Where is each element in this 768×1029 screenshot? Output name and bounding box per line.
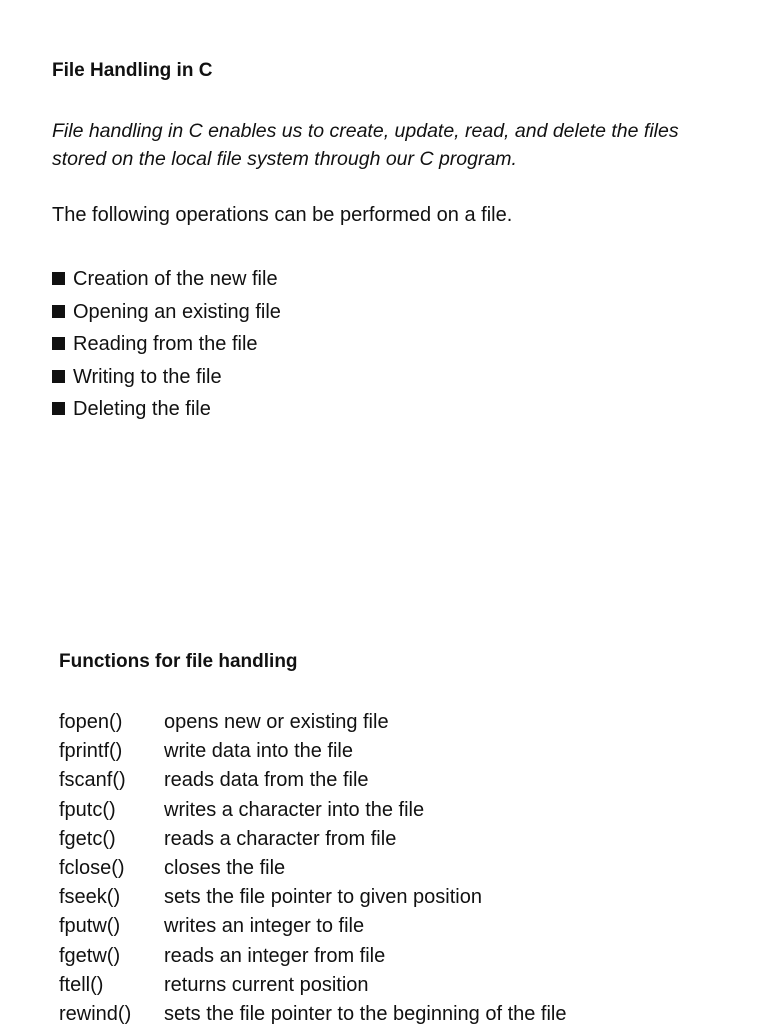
square-bullet-icon [52, 305, 65, 318]
function-name: rewind() [59, 1002, 132, 1025]
function-description: sets the file pointer to given position [164, 886, 482, 909]
function-name: fputw() [59, 915, 121, 938]
operation-label: Creation of the new file [73, 268, 278, 290]
list-item [52, 362, 281, 395]
operations-lead: The following operations can be performed on a file. [52, 204, 513, 226]
table-row [59, 971, 759, 1000]
function-description: reads data from the file [164, 769, 369, 792]
square-bullet-icon [52, 272, 65, 285]
functions-table [59, 708, 759, 1029]
list-item [52, 297, 281, 330]
function-description: writes an integer to file [164, 915, 365, 938]
function-description: opens new or existing file [164, 711, 389, 733]
table-row [59, 737, 759, 766]
operation-label: Opening an existing file [73, 300, 281, 323]
list-item [52, 264, 281, 297]
square-bullet-icon [52, 402, 65, 415]
function-name: fclose() [59, 856, 125, 879]
table-row [59, 854, 759, 883]
table-row [59, 825, 759, 854]
operations-list [52, 264, 281, 427]
function-description: closes the file [164, 856, 286, 879]
function-name: fopen() [59, 711, 123, 733]
function-description: reads a character from file [164, 827, 397, 850]
intro-paragraph: File handling in C enables us to create, update, read, and delete the files stored on the local file system through our C program. [52, 120, 679, 170]
function-description: writes a character into the file [164, 798, 425, 821]
function-name: fprintf() [59, 740, 123, 763]
page-title: File Handling in C [52, 60, 213, 81]
function-description: reads an integer from file [164, 944, 386, 967]
table-row [59, 1000, 759, 1029]
table-row [59, 942, 759, 971]
function-name: fgetw() [59, 944, 121, 967]
function-name: fgetc() [59, 827, 116, 850]
function-description: sets the file pointer to the beginning of the file [164, 1002, 567, 1025]
function-description: write data into the file [164, 740, 353, 763]
table-row [59, 912, 759, 941]
table-row [59, 796, 759, 825]
table-row [59, 766, 759, 795]
function-name: fseek() [59, 886, 121, 909]
operation-label: Reading from the file [73, 333, 258, 356]
square-bullet-icon [52, 370, 65, 383]
square-bullet-icon [52, 337, 65, 350]
table-row [59, 883, 759, 912]
functions-heading: Functions for file handling [59, 651, 298, 672]
table-row [59, 708, 759, 737]
list-item [52, 329, 281, 362]
function-name: ftell() [59, 973, 104, 996]
function-name: fscanf() [59, 769, 126, 792]
list-item [52, 394, 281, 427]
function-name: fputc() [59, 798, 116, 821]
operation-label: Writing to the file [73, 365, 222, 388]
operation-label: Deleting the file [73, 398, 211, 421]
function-description: returns current position [164, 973, 369, 996]
